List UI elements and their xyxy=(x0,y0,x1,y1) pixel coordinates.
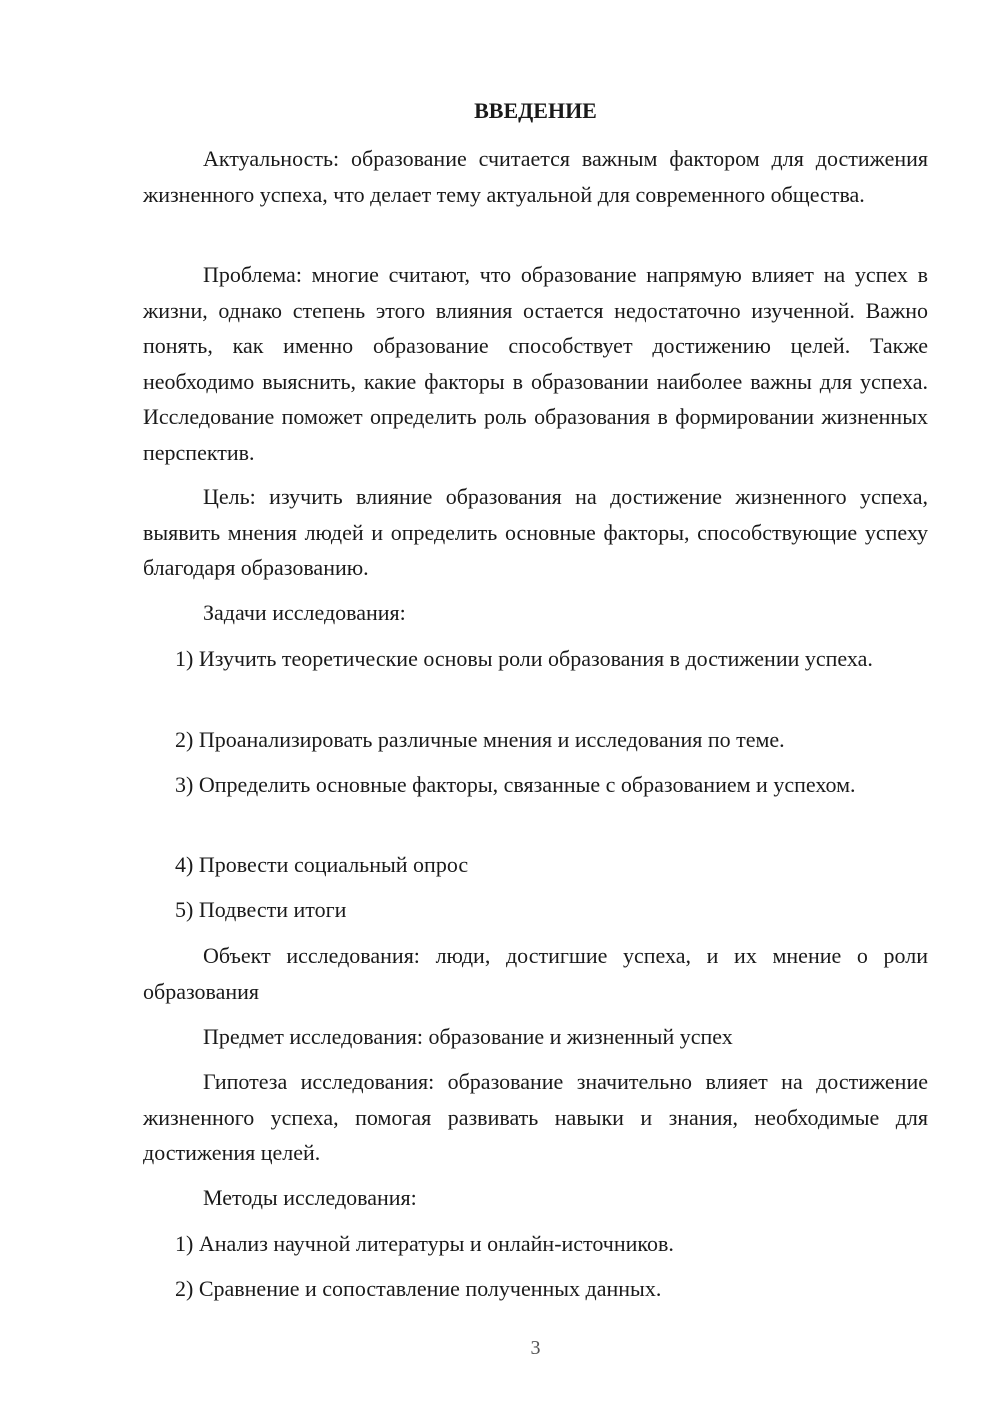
paragraph-goal: Цель: изучить влияние образования на достижение жизненного успеха, выявить мнения людей и определить основные факторы, способствующие успеху благодаря образованию. xyxy=(143,484,928,580)
methods-heading: Методы исследования: xyxy=(203,1185,417,1210)
paragraph-subject: Предмет исследования: образование и жизненный успех xyxy=(203,1024,733,1049)
paragraph-object: Объект исследования: люди, достигшие успеха, и их мнение о роли образования xyxy=(143,943,928,1004)
paragraph-hypothesis: Гипотеза исследования: образование значительно влияет на достижение жизненного успеха, помогая развивать навыки и знания, необходимые для достижения целей. xyxy=(143,1069,928,1165)
tasks-heading: Задачи исследования: xyxy=(203,600,406,625)
page-number: 3 xyxy=(530,1337,541,1359)
method-item-1: 1) Анализ научной литературы и онлайн-источников. xyxy=(175,1231,674,1256)
page-title: ВВЕДЕНИЕ xyxy=(474,98,597,123)
task-item-5: 5) Подвести итоги xyxy=(175,897,347,922)
paragraph-problem: Проблема: многие считают, что образование напрямую влияет на успех в жизни, однако степень этого влияния остается недостаточно изученной. Важно понять, как именно образование способствует достижению целей. Также необходимо выяснить, какие факторы в образовании наиболее важны для успеха. Исследование поможет определить роль образования в формировании жизненных перспектив. xyxy=(143,262,928,465)
method-item-2: 2) Сравнение и сопоставление полученных данных. xyxy=(175,1276,662,1301)
paragraph-relevance: Актуальность: образование считается важным фактором для достижения жизненного успеха, что делает тему актуальной для современного общества. xyxy=(143,146,928,207)
task-item-3: 3) Определить основные факторы, связанные с образованием и успехом. xyxy=(175,772,856,797)
task-item-4: 4) Провести социальный опрос xyxy=(175,852,469,877)
task-item-1: 1) Изучить теоретические основы роли образования в достижении успеха. xyxy=(175,646,873,671)
task-item-2: 2) Проанализировать различные мнения и исследования по теме. xyxy=(175,727,785,752)
